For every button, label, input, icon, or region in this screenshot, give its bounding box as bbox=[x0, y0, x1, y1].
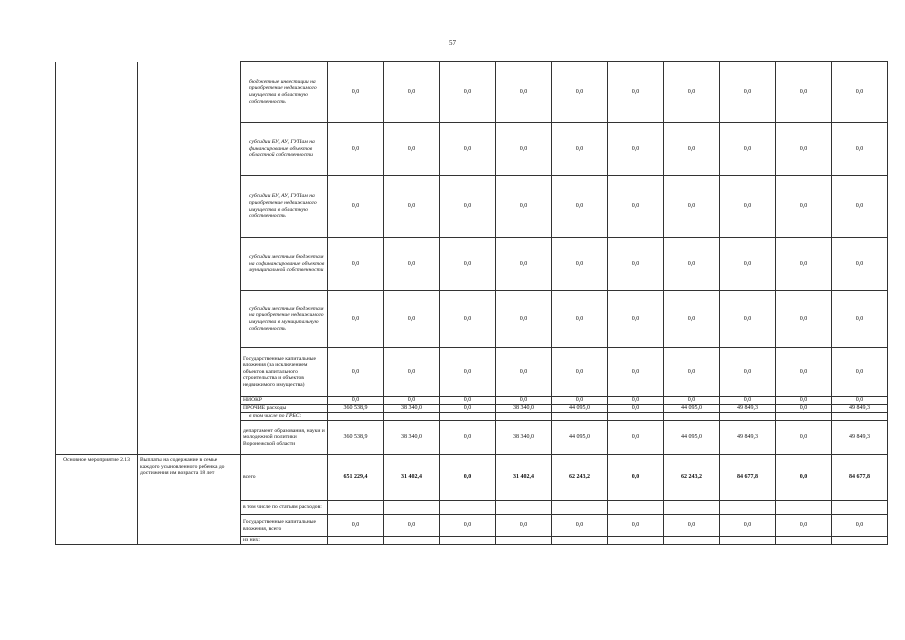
value-cell: 0,0 bbox=[608, 397, 664, 405]
value-cell: 0,0 bbox=[776, 397, 832, 405]
blank-cell bbox=[138, 397, 241, 405]
value-cell bbox=[720, 413, 776, 421]
value-cell: 0,0 bbox=[328, 238, 384, 291]
value-cell: 0,0 bbox=[776, 176, 832, 238]
value-cell bbox=[496, 413, 552, 421]
value-cell: 0,0 bbox=[720, 238, 776, 291]
value-cell: 0,0 bbox=[552, 291, 608, 348]
value-cell: 38 340,0 bbox=[496, 405, 552, 413]
value-cell: 62 243,2 bbox=[664, 455, 720, 501]
blank-cell bbox=[56, 421, 138, 455]
value-cell: 0,0 bbox=[776, 123, 832, 176]
blank-cell bbox=[138, 421, 241, 455]
value-cell: 360 538,9 bbox=[328, 421, 384, 455]
value-cell: 0,0 bbox=[440, 405, 496, 413]
value-cell: 0,0 bbox=[664, 123, 720, 176]
value-cell: 0,0 bbox=[776, 421, 832, 455]
value-cell bbox=[440, 413, 496, 421]
row-label: субсидии БУ, АУ, ГУПам на финансирование объектов областной собственности bbox=[241, 123, 328, 176]
table-row bbox=[56, 176, 888, 238]
value-cell: 0,0 bbox=[832, 238, 888, 291]
value-cell: 0,0 bbox=[496, 176, 552, 238]
value-cell: 0,0 bbox=[552, 238, 608, 291]
value-cell: 0,0 bbox=[496, 62, 552, 123]
value-cell: 0,0 bbox=[384, 291, 440, 348]
value-cell: 0,0 bbox=[720, 123, 776, 176]
value-cell: 0,0 bbox=[384, 348, 440, 397]
blank-cell bbox=[138, 291, 241, 348]
row-label: Государственные капитальные вложения, всего bbox=[241, 515, 328, 537]
value-cell: 38 340,0 bbox=[384, 405, 440, 413]
value-cell bbox=[832, 413, 888, 421]
value-cell: 0,0 bbox=[664, 397, 720, 405]
value-cell: 38 340,0 bbox=[496, 421, 552, 455]
value-cell: 0,0 bbox=[328, 291, 384, 348]
value-cell: 0,0 bbox=[608, 238, 664, 291]
value-cell: 0,0 bbox=[440, 291, 496, 348]
value-cell: 0,0 bbox=[720, 291, 776, 348]
value-cell bbox=[776, 413, 832, 421]
value-cell: 0,0 bbox=[328, 176, 384, 238]
value-cell: 0,0 bbox=[496, 397, 552, 405]
value-cell: 0,0 bbox=[776, 405, 832, 413]
value-cell bbox=[608, 413, 664, 421]
table-row bbox=[56, 405, 888, 413]
value-cell: 0,0 bbox=[440, 397, 496, 405]
blank-cell bbox=[56, 291, 138, 348]
value-cell: 0,0 bbox=[832, 515, 888, 537]
value-cell: 0,0 bbox=[608, 455, 664, 501]
value-cell: 44 095,0 bbox=[552, 421, 608, 455]
row-label: субсидии местным бюджетам на софинансирование объектов муниципальной собственности bbox=[241, 238, 328, 291]
value-cell bbox=[720, 537, 776, 545]
blank-cell bbox=[56, 348, 138, 397]
value-cell: 0,0 bbox=[328, 348, 384, 397]
value-cell: 38 340,0 bbox=[384, 421, 440, 455]
value-cell: 0,0 bbox=[608, 176, 664, 238]
value-cell: 360 538,9 bbox=[328, 405, 384, 413]
value-cell: 0,0 bbox=[776, 238, 832, 291]
blank-cell bbox=[56, 238, 138, 291]
value-cell: 0,0 bbox=[552, 62, 608, 123]
value-cell: 62 243,2 bbox=[552, 455, 608, 501]
value-cell bbox=[664, 501, 720, 515]
value-cell: 0,0 bbox=[384, 238, 440, 291]
value-cell: 0,0 bbox=[496, 123, 552, 176]
row-label: в том числе по ГРБС: bbox=[241, 413, 328, 421]
blank-cell bbox=[56, 405, 138, 413]
value-cell: 0,0 bbox=[608, 123, 664, 176]
value-cell: 49 849,3 bbox=[720, 421, 776, 455]
blank-cell bbox=[56, 123, 138, 176]
value-cell: 0,0 bbox=[328, 397, 384, 405]
value-cell: 0,0 bbox=[776, 515, 832, 537]
row-label: бюджетные инвестиции на приобретение недвижимого имущества в областную собственность bbox=[241, 62, 328, 123]
value-cell: 0,0 bbox=[776, 62, 832, 123]
value-cell bbox=[720, 501, 776, 515]
value-cell bbox=[776, 501, 832, 515]
value-cell: 44 095,0 bbox=[552, 405, 608, 413]
value-cell: 0,0 bbox=[608, 421, 664, 455]
budget-table bbox=[55, 61, 888, 545]
table-row bbox=[56, 455, 888, 501]
value-cell: 0,0 bbox=[440, 421, 496, 455]
value-cell: 31 402,4 bbox=[384, 455, 440, 501]
value-cell bbox=[608, 537, 664, 545]
value-cell: 0,0 bbox=[832, 397, 888, 405]
value-cell: 0,0 bbox=[328, 515, 384, 537]
value-cell: 0,0 bbox=[384, 397, 440, 405]
value-cell: 0,0 bbox=[608, 291, 664, 348]
value-cell: 0,0 bbox=[776, 291, 832, 348]
value-cell bbox=[608, 501, 664, 515]
value-cell: 0,0 bbox=[552, 176, 608, 238]
table-row bbox=[56, 413, 888, 421]
main-event-code: Основное мероприятие 2.13 bbox=[56, 455, 138, 545]
value-cell: 0,0 bbox=[664, 176, 720, 238]
value-cell: 0,0 bbox=[720, 515, 776, 537]
value-cell: 84 677,8 bbox=[832, 455, 888, 501]
blank-cell bbox=[138, 62, 241, 123]
row-label: субсидии местным бюджетам на приобретение недвижимого имущества в муниципальную собственность bbox=[241, 291, 328, 348]
value-cell: 0,0 bbox=[440, 123, 496, 176]
value-cell bbox=[552, 537, 608, 545]
value-cell: 0,0 bbox=[496, 348, 552, 397]
main-event-name: Выплаты на содержание в семье каждого усыновленного ребенка до достижения им возраста 18 лет bbox=[138, 455, 241, 545]
value-cell bbox=[384, 501, 440, 515]
value-cell bbox=[440, 501, 496, 515]
value-cell: 0,0 bbox=[664, 62, 720, 123]
value-cell: 0,0 bbox=[664, 515, 720, 537]
value-cell: 0,0 bbox=[664, 348, 720, 397]
row-label: департамент образования, науки и молодежной политики Воронежской области bbox=[241, 421, 328, 455]
value-cell: 0,0 bbox=[328, 62, 384, 123]
value-cell: 0,0 bbox=[440, 238, 496, 291]
row-label: ПРОЧИЕ расходы bbox=[241, 405, 328, 413]
value-cell: 0,0 bbox=[552, 348, 608, 397]
value-cell: 0,0 bbox=[776, 348, 832, 397]
value-cell bbox=[664, 537, 720, 545]
value-cell: 0,0 bbox=[496, 238, 552, 291]
value-cell bbox=[384, 537, 440, 545]
value-cell: 0,0 bbox=[832, 348, 888, 397]
table-row bbox=[56, 123, 888, 176]
value-cell: 0,0 bbox=[552, 515, 608, 537]
blank-cell bbox=[138, 413, 241, 421]
row-label: НИОКР bbox=[241, 397, 328, 405]
table-row bbox=[56, 348, 888, 397]
blank-cell bbox=[138, 348, 241, 397]
value-cell: 0,0 bbox=[496, 515, 552, 537]
row-label: в том числе по статьям расходов: bbox=[241, 501, 328, 515]
value-cell: 0,0 bbox=[440, 62, 496, 123]
value-cell: 0,0 bbox=[608, 405, 664, 413]
value-cell: 0,0 bbox=[384, 62, 440, 123]
value-cell bbox=[776, 537, 832, 545]
value-cell: 0,0 bbox=[328, 123, 384, 176]
row-label: субсидии БУ, АУ, ГУПам на приобретение недвижимого имущества в областную собственность bbox=[241, 176, 328, 238]
value-cell: 0,0 bbox=[440, 176, 496, 238]
value-cell bbox=[832, 537, 888, 545]
value-cell: 0,0 bbox=[384, 515, 440, 537]
table-row bbox=[56, 397, 888, 405]
value-cell: 0,0 bbox=[720, 348, 776, 397]
value-cell: 0,0 bbox=[608, 62, 664, 123]
value-cell: 0,0 bbox=[384, 176, 440, 238]
blank-cell bbox=[138, 176, 241, 238]
table-row bbox=[56, 238, 888, 291]
table-row bbox=[56, 62, 888, 123]
value-cell: 0,0 bbox=[776, 455, 832, 501]
blank-cell bbox=[138, 123, 241, 176]
blank-cell bbox=[56, 176, 138, 238]
value-cell: 0,0 bbox=[552, 123, 608, 176]
value-cell: 49 849,3 bbox=[720, 405, 776, 413]
value-cell bbox=[440, 537, 496, 545]
table-row bbox=[56, 421, 888, 455]
value-cell: 0,0 bbox=[720, 176, 776, 238]
row-label: из них: bbox=[241, 537, 328, 545]
value-cell: 49 849,3 bbox=[832, 405, 888, 413]
value-cell: 0,0 bbox=[832, 176, 888, 238]
value-cell: 0,0 bbox=[664, 291, 720, 348]
value-cell bbox=[384, 413, 440, 421]
value-cell bbox=[664, 413, 720, 421]
row-label: Государственные капитальные вложения (за исключением объектов капитального строительства и объектов недвижимого имущества) bbox=[241, 348, 328, 397]
blank-cell bbox=[56, 413, 138, 421]
value-cell: 0,0 bbox=[384, 123, 440, 176]
value-cell: 0,0 bbox=[832, 291, 888, 348]
value-cell bbox=[496, 501, 552, 515]
value-cell: 0,0 bbox=[440, 515, 496, 537]
value-cell: 0,0 bbox=[832, 123, 888, 176]
value-cell: 651 229,4 bbox=[328, 455, 384, 501]
value-cell: 0,0 bbox=[496, 291, 552, 348]
value-cell bbox=[328, 501, 384, 515]
value-cell bbox=[832, 501, 888, 515]
value-cell: 0,0 bbox=[608, 515, 664, 537]
value-cell: 0,0 bbox=[552, 397, 608, 405]
value-cell: 0,0 bbox=[720, 397, 776, 405]
value-cell: 84 677,8 bbox=[720, 455, 776, 501]
blank-cell bbox=[56, 397, 138, 405]
page-number: 57 bbox=[449, 39, 456, 47]
value-cell: 0,0 bbox=[664, 238, 720, 291]
value-cell: 0,0 bbox=[832, 62, 888, 123]
table-row bbox=[56, 291, 888, 348]
value-cell: 44 095,0 bbox=[664, 421, 720, 455]
value-cell: 49 849,3 bbox=[832, 421, 888, 455]
value-cell bbox=[328, 537, 384, 545]
value-cell bbox=[496, 537, 552, 545]
value-cell: 44 095,0 bbox=[664, 405, 720, 413]
blank-cell bbox=[56, 62, 138, 123]
value-cell bbox=[552, 413, 608, 421]
value-cell: 0,0 bbox=[440, 455, 496, 501]
value-cell: 0,0 bbox=[608, 348, 664, 397]
value-cell: 0,0 bbox=[440, 348, 496, 397]
blank-cell bbox=[138, 238, 241, 291]
row-label: всего bbox=[241, 455, 328, 501]
value-cell: 0,0 bbox=[720, 62, 776, 123]
value-cell bbox=[552, 501, 608, 515]
blank-cell bbox=[138, 405, 241, 413]
value-cell: 31 402,4 bbox=[496, 455, 552, 501]
value-cell bbox=[328, 413, 384, 421]
